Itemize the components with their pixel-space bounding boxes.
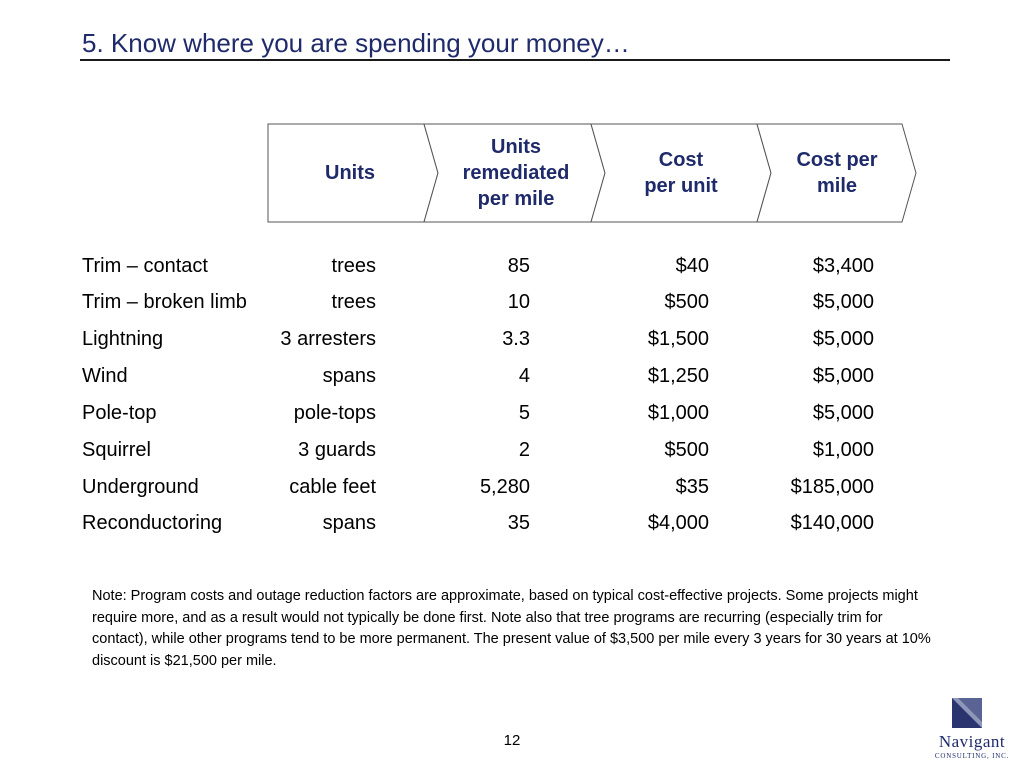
row-remediated: 2: [518, 439, 530, 461]
row-cost-per-unit: $1,500: [647, 328, 709, 350]
row-cost-per-mile: $185,000: [790, 476, 874, 498]
row-units: 3 guards: [298, 439, 376, 461]
row-label: Trim – broken limb: [82, 291, 247, 313]
row-remediated: 85: [507, 255, 530, 277]
row-units: spans: [322, 512, 376, 534]
row-cost-per-unit: $500: [664, 291, 709, 313]
page-number: 12: [503, 732, 521, 749]
header-units: Units: [325, 162, 375, 184]
row-cost-per-mile: $5,000: [812, 365, 874, 387]
slide-title: 5. Know where you are spending your money…: [82, 28, 630, 58]
table-row: [0, 439, 1024, 475]
row-units: trees: [331, 291, 376, 313]
row-label: Reconductoring: [82, 512, 223, 534]
footnote: Note: Program costs and outage reduction factors are approximate, based on typical cost-effective projects. Some projects might require more, and as a result would not typically be done first. Note also that tree programs are recurring (especially trim for contact), while other programs tend to be more permanent. The present value of $3,500 per mile every 3 years for 30 years at 10% discount is $21,500 per mile.: [92, 588, 931, 669]
row-cost-per-unit: $1,250: [647, 365, 709, 387]
row-remediated: 5: [518, 402, 530, 424]
row-cost-per-mile: $1,000: [812, 439, 874, 461]
row-units: trees: [331, 255, 376, 277]
row-remediated: 3.3: [502, 328, 530, 350]
table-row: [0, 476, 1024, 512]
row-units: spans: [322, 365, 376, 387]
row-cost-per-unit: $1,000: [647, 402, 709, 424]
logo-tagline: CONSULTING, INC.: [934, 752, 1010, 760]
row-cost-per-unit: $35: [675, 476, 709, 498]
row-label: Squirrel: [82, 439, 151, 461]
table-row: [0, 328, 1024, 364]
header-cost-per-mile: Cost per mile: [796, 149, 878, 197]
row-label: Pole-top: [82, 402, 157, 424]
table-row: [0, 512, 1024, 548]
row-cost-per-unit: $500: [664, 439, 709, 461]
table-row: [0, 402, 1024, 438]
row-label: Trim – contact: [82, 255, 208, 277]
header-units-remediated: Units remediated per mile: [462, 136, 570, 210]
row-remediated: 4: [518, 365, 530, 387]
row-cost-per-mile: $5,000: [812, 291, 874, 313]
table-row: [0, 291, 1024, 327]
row-remediated: 10: [507, 291, 530, 313]
row-units: 3 arresters: [280, 328, 376, 350]
row-remediated: 35: [507, 512, 530, 534]
table-row: [0, 365, 1024, 401]
row-cost-per-unit: $4,000: [647, 512, 709, 534]
row-label: Wind: [82, 365, 128, 387]
row-cost-per-mile: $5,000: [812, 402, 874, 424]
row-label: Lightning: [82, 328, 164, 350]
row-remediated: 5,280: [479, 476, 530, 498]
logo-name: Navigant: [938, 732, 1006, 751]
row-cost-per-mile: $3,400: [812, 255, 874, 277]
row-cost-per-mile: $140,000: [790, 512, 874, 534]
row-cost-per-mile: $5,000: [812, 328, 874, 350]
row-units: cable feet: [289, 476, 376, 498]
row-label: Underground: [82, 476, 199, 498]
row-cost-per-unit: $40: [675, 255, 709, 277]
table-row: [0, 255, 1024, 291]
row-units: pole-tops: [293, 402, 376, 424]
company-logo: [922, 692, 1022, 764]
header-cost-per-unit: Cost per unit: [644, 149, 718, 197]
logo-mark-icon: [922, 692, 1022, 734]
